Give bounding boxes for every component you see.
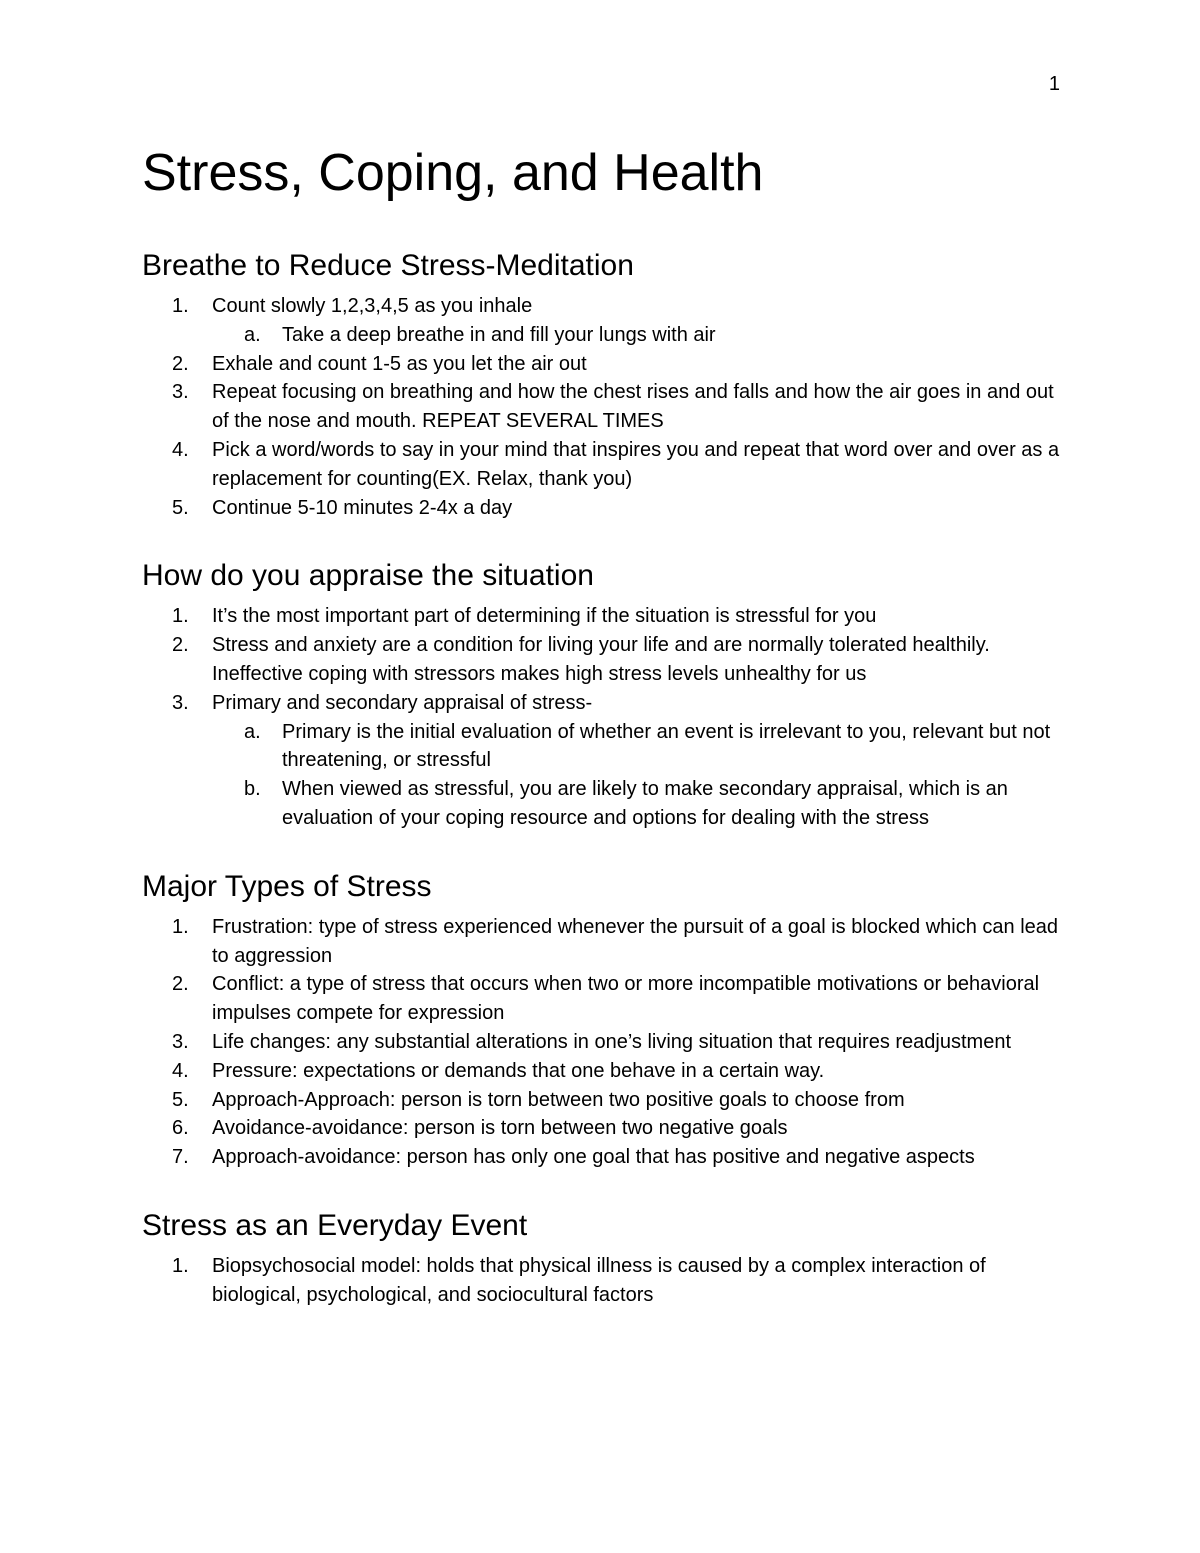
numbered-list [142,913,1060,1172]
list-number: 5. [172,1088,189,1111]
list-item-text: Conflict: a type of stress that occurs when two or more incompatible motivations or behavioral impulses compete for expression [212,973,1040,1025]
numbered-list [142,292,1060,522]
list-item-text: Primary and secondary appraisal of stress- [212,691,593,714]
list-item [142,1114,1060,1143]
list-item [142,1086,1060,1115]
section-major-types [142,867,1060,1172]
sub-list-letter: a. [244,720,261,743]
sub-list-letter: b. [244,778,261,801]
list-number: 3. [172,1030,189,1053]
list-item [142,1143,1060,1172]
list-item [142,1252,1060,1310]
list-number: 2. [172,352,189,375]
list-number: 1. [172,605,189,628]
list-number: 1. [172,915,189,938]
list-item-text: Frustration: type of stress experienced whenever the pursuit of a goal is blocked which can lead to aggression [212,915,1059,967]
list-item-text: Approach-avoidance: person has only one goal that has positive and negative aspects [212,1146,975,1169]
section-appraise [142,556,1060,832]
section-breathe [142,246,1060,522]
list-item [142,436,1060,494]
list-item-text: Continue 5-10 minutes 2-4x a day [212,496,513,519]
section-spacer [142,1172,1060,1206]
list-number: 1. [172,295,189,317]
list-item-text: Pick a word/words to say in your mind that inspires you and repeat that word over and over as a replacement for counting(EX. Relax, thank you) [212,438,1060,490]
list-item [142,1028,1060,1057]
list-number: 3. [172,381,189,404]
list-item [142,913,1060,971]
list-item [142,292,1060,350]
section-heading: Breathe to Reduce Stress-Meditation [142,249,634,282]
section-heading: How do you appraise the situation [142,559,594,593]
list-item [142,631,1060,689]
document-body [142,140,1060,1310]
list-item-text: Exhale and count 1-5 as you let the air out [212,352,587,375]
list-item-text: Biopsychosocial model: holds that physical illness is caused by a complex interaction of biological, psychological, and sociocultural factors [212,1254,986,1306]
list-item [142,602,1060,631]
section-everyday-event [142,1206,1060,1310]
list-item-text: Stress and anxiety are a condition for living your life and are normally tolerated healthily. Ineffective coping with stressors makes high stress levels unhealthy for us [212,634,990,685]
list-number: 7. [172,1146,189,1169]
numbered-list [142,602,1060,832]
list-item-text: Avoidance-avoidance: person is torn between two negative goals [212,1117,788,1140]
list-number: 4. [172,438,189,461]
list-item [142,970,1060,1028]
list-item-text: It’s the most important part of determining if the situation is stressful for you [212,605,877,628]
section-spacer [142,833,1060,867]
section-heading: Major Types of Stress [142,869,432,903]
page-number: 1 [1048,73,1060,95]
list-item-text: Pressure: expectations or demands that one behave in a certain way. [212,1059,825,1082]
sub-list [212,718,1060,833]
sub-list-item-text: Take a deep breathe in and fill your lungs with air [282,323,716,346]
list-number: 2. [172,634,189,657]
section-spacer [142,522,1060,556]
sub-list-item [212,718,1060,776]
sub-list-item [212,775,1060,833]
list-item-text: Repeat focusing on breathing and how the chest rises and falls and how the air goes in and out of the nose and mouth. REPEAT SEVERAL TIMES [212,381,1054,433]
list-number: 6. [172,1117,189,1140]
list-item-text: Count slowly 1,2,3,4,5 as you inhale [212,295,533,317]
list-number: 1. [172,1254,189,1277]
page-title: Stress, Coping, and Health [142,144,764,202]
sub-list-item-text: When viewed as stressful, you are likely to make secondary appraisal, which is an evaluation of your coping resource and options for dealing with the stress [282,778,1008,829]
list-number: 4. [172,1059,189,1082]
list-item [142,1057,1060,1086]
list-item [142,350,1060,379]
sub-list-item [212,321,1060,350]
list-item-text: Approach-Approach: person is torn between two positive goals to choose from [212,1088,905,1111]
list-number: 2. [172,973,189,996]
section-heading: Stress as an Everyday Event [142,1208,528,1242]
list-item [142,494,1060,523]
list-item [142,689,1060,833]
list-number: 5. [172,496,189,519]
sub-list-item-text: Primary is the initial evaluation of whether an event is irrelevant to you, relevant but not threatening, or stressful [282,720,1051,772]
sub-list [212,321,1060,350]
list-item-text: Life changes: any substantial alterations in one’s living situation that requires readjustment [212,1030,1011,1053]
numbered-list [142,1252,1060,1310]
list-number: 3. [172,691,189,714]
sub-list-letter: a. [244,323,261,346]
list-item [142,378,1060,436]
